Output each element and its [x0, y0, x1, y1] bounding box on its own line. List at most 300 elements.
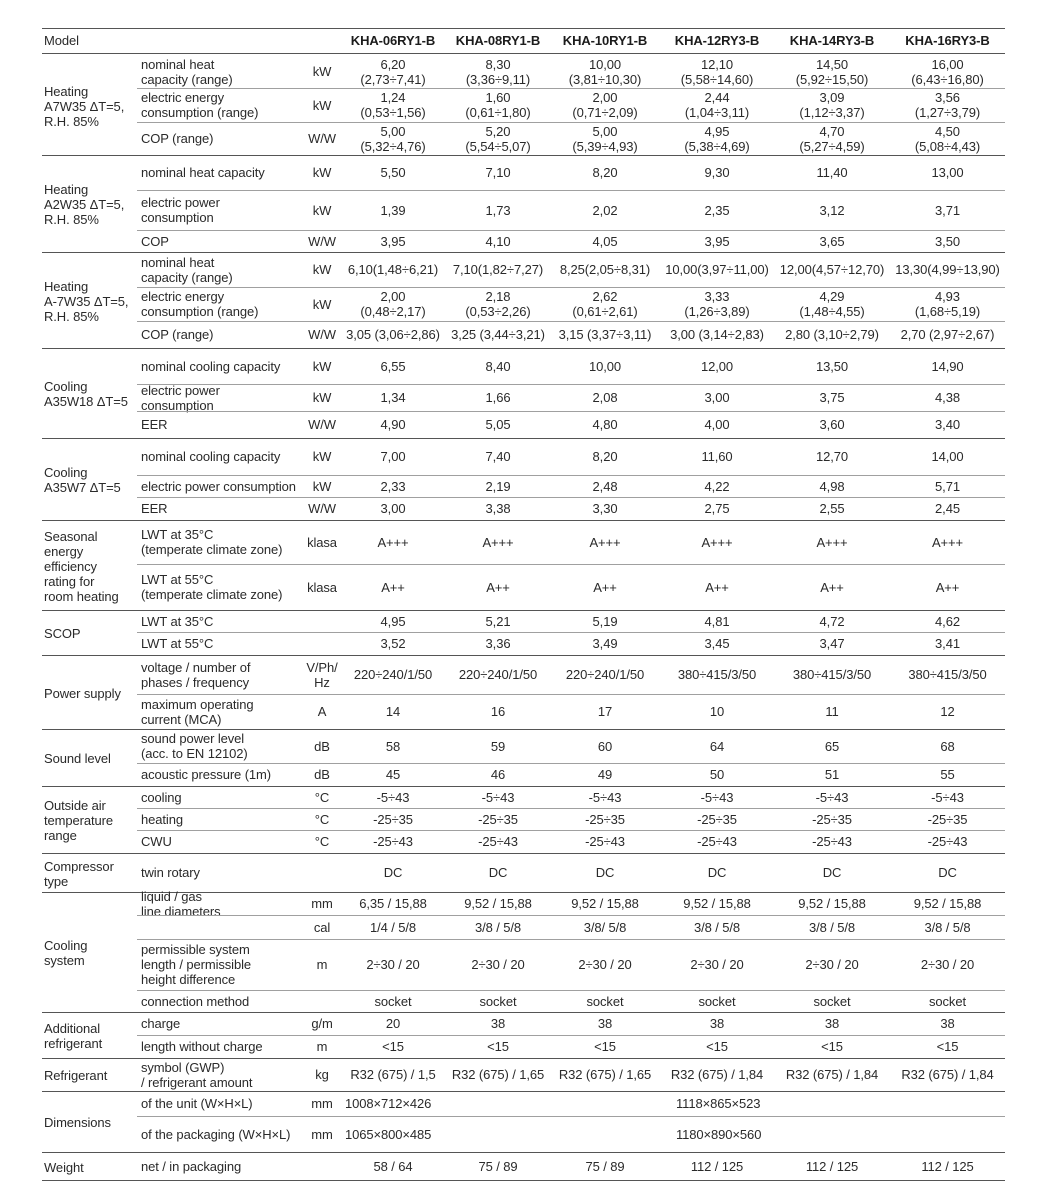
value-cell: 3/8 / 5/8 [474, 919, 522, 935]
value-cell: 46 [490, 767, 506, 782]
group-label: Dimensions [44, 1115, 111, 1130]
value-cell: <15 [706, 1039, 728, 1054]
group-label: Outside air temperature range [44, 798, 113, 843]
value-cell: 38 [490, 1016, 506, 1031]
value-cell: 4,10 [485, 233, 511, 249]
value-cell: DC [595, 865, 615, 880]
param-label: LWT at 35°C [141, 613, 214, 629]
group-label: Heating A-7W35 ΔT=5, R.H. 85% [44, 278, 129, 324]
value-cell: 112 / 125 [805, 1158, 859, 1174]
unit-label: °C [314, 789, 330, 805]
value-cell: 2,80 (3,10÷2,79) [785, 327, 879, 342]
value-cell: 65 [824, 738, 840, 754]
value-cell: 10,00 (3,81÷10,30) [568, 56, 642, 87]
param-label: connection method [141, 993, 250, 1009]
unit-label: °C [314, 834, 330, 849]
unit-label: mm [311, 896, 333, 911]
value-cell: 3,49 [592, 636, 618, 651]
param-label: heating [141, 811, 183, 827]
value-cell: 380÷415/3/50 [792, 667, 872, 682]
value-cell: -25÷43 [927, 834, 968, 849]
value-cell: 3,09 (1,12÷3,37) [799, 90, 865, 120]
param-label: permissible system length / permissible height difference [141, 942, 251, 987]
value-cell: 2,35 [704, 202, 730, 218]
value-cell: 9,52 / 15,88 [913, 896, 982, 911]
param-label: LWT at 55°C [141, 636, 214, 651]
value-cell: <15 [487, 1039, 509, 1054]
value-cell: 3,47 [819, 636, 845, 651]
value-cell: 4,90 [380, 417, 406, 432]
value-cell: A+++ [589, 534, 621, 550]
value-cell: 3,00 (3,14÷2,83) [670, 327, 764, 342]
value-cell: 1,34 [380, 390, 406, 405]
value-cell: 220÷240/1/50 [353, 667, 433, 682]
unit-label: mm [311, 1126, 333, 1142]
value-cell: 14 [385, 704, 401, 719]
unit-label: m [316, 1039, 328, 1054]
value-cell: 2÷30 / 20 [920, 957, 975, 972]
param-label: liquid / gas line diameters [141, 888, 221, 919]
value-cell: 3,95 [380, 233, 406, 249]
value-cell: 51 [824, 767, 840, 782]
param-label: nominal heat capacity (range) [141, 254, 233, 285]
value-cell: 2,02 [592, 202, 618, 218]
value-cell: 14,00 [931, 449, 964, 464]
value-cell: 3,75 [819, 390, 845, 405]
value-cell: 11,60 [701, 449, 733, 464]
value-cell: 12,00(4,57÷12,70) [779, 262, 885, 277]
value-cell: 7,10 [485, 165, 511, 180]
value-cell: 3,71 [935, 202, 960, 218]
unit-label: A [317, 704, 327, 719]
value-cell: R32 (675) / 1,65 [558, 1067, 652, 1082]
value-cell: 64 [709, 738, 725, 754]
value-cell: DC [707, 865, 727, 880]
value-cell: 7,10(1,82÷7,27) [452, 262, 544, 277]
value-cell: 16,00 (6,43÷16,80) [911, 56, 984, 87]
value-cell: -5÷43 [376, 789, 410, 805]
value-cell: 7,00 [380, 449, 406, 464]
value-cell: R32 (675) / 1,65 [451, 1067, 545, 1082]
group-label: Cooling A35W18 ΔT=5 [44, 379, 128, 409]
value-cell: 2÷30 / 20 [471, 957, 525, 972]
unit-label: dB [314, 738, 330, 754]
value-cell: 13,00 [931, 165, 964, 180]
param-label: nominal cooling capacity [141, 449, 281, 464]
value-cell: 10 [709, 704, 725, 719]
value-cell: 4,98 [819, 478, 845, 494]
value-cell: 14,90 [931, 358, 964, 374]
value-cell: 9,30 [704, 165, 730, 180]
value-cell: A+++ [701, 534, 733, 550]
value-cell: 3,25 (3,44÷3,21) [451, 327, 545, 342]
value-cell: 2,19 [485, 478, 511, 494]
group-label: Sound level [44, 751, 111, 766]
group-label: Compressor type [44, 858, 114, 889]
param-label: sound power level (acc. to EN 12102) [141, 731, 248, 761]
param-label: LWT at 35°C (temperate climate zone) [141, 527, 283, 557]
param-label: maximum operating current (MCA) [141, 696, 254, 727]
value-cell: 2,48 [592, 478, 618, 494]
value-cell: 8,25(2,05÷8,31) [559, 262, 651, 277]
group-label: Refrigerant [44, 1068, 108, 1083]
value-cell: -5÷43 [815, 789, 849, 805]
value-cell: 112 / 125 [690, 1158, 744, 1174]
param-label: electric energy consumption (range) [141, 289, 259, 319]
model-name: KHA-14RY3-B [789, 33, 875, 48]
value-cell: socket [586, 993, 624, 1009]
value-cell: 5,00 (5,39÷4,93) [572, 123, 638, 154]
value-cell: 9,52 / 15,88 [464, 896, 532, 911]
value-cell: DC [822, 865, 842, 880]
value-cell: 68 [940, 738, 955, 754]
value-cell: 2,70 (2,97÷2,67) [900, 327, 995, 342]
value-cell: socket [929, 993, 966, 1009]
unit-label: kW [312, 64, 332, 79]
value-cell: -25÷43 [478, 834, 518, 849]
value-cell: 55 [940, 767, 955, 782]
unit-label: W/W [308, 327, 336, 342]
value-cell: 59 [490, 738, 506, 754]
param-label: nominal heat capacity (range) [141, 56, 233, 87]
value-cell: -25÷35 [697, 811, 737, 827]
value-cell: A+++ [931, 534, 964, 550]
value-cell: 13,30(4,99÷13,90) [895, 262, 1000, 277]
value-cell: 75 / 89 [478, 1158, 518, 1174]
value-cell: A++ [486, 579, 510, 595]
param-label: COP (range) [141, 327, 214, 342]
value-cell: -5÷43 [481, 789, 515, 805]
param-label: of the packaging (W×H×L) [141, 1126, 291, 1142]
value-cell: -25÷35 [585, 811, 625, 827]
value-cell: 220÷240/1/50 [565, 667, 645, 682]
value-cell: <15 [821, 1039, 843, 1054]
unit-label: kg [315, 1067, 329, 1082]
value-cell: R32 (675) / 1,84 [785, 1067, 879, 1082]
value-cell: 1,39 [380, 202, 406, 218]
value-cell: DC [488, 865, 508, 880]
unit-label: m [316, 957, 328, 972]
value-cell: 6,10(1,48÷6,21) [347, 262, 439, 277]
value-cell: -5÷43 [700, 789, 734, 805]
value-cell: 49 [597, 767, 613, 782]
value-cell: 5,19 [592, 613, 618, 629]
unit-label: klasa [307, 534, 337, 550]
value-cell: 11 [825, 704, 839, 719]
unit-label: kW [312, 296, 332, 312]
value-cell: R32 (675) / 1,84 [670, 1067, 764, 1082]
value-cell: 5,05 [485, 417, 511, 432]
value-cell: 1,73 [485, 202, 511, 218]
param-label: length without charge [141, 1039, 263, 1054]
value-cell: 5,00 (5,32÷4,76) [360, 123, 426, 154]
value-cell: socket [479, 993, 517, 1009]
value-cell: 3,05 (3,06÷2,86) [346, 327, 440, 342]
value-cell: 3,12 [819, 202, 845, 218]
unit-label: kW [312, 262, 332, 277]
unit-label: W/W [308, 417, 336, 432]
value-cell: R32 (675) / 1,5 [350, 1067, 436, 1082]
value-cell: <15 [936, 1039, 959, 1054]
value-cell: A+++ [816, 534, 848, 550]
param-label: COP [141, 233, 169, 249]
value-cell: socket [374, 993, 412, 1009]
unit-label: kW [312, 97, 332, 113]
value-cell: 9,52 / 15,88 [798, 896, 866, 911]
value-cell: 4,95 [380, 613, 406, 629]
value-cell: DC [383, 865, 403, 880]
value-cell: <15 [594, 1039, 616, 1054]
value-cell: 3,33 (1,26÷3,89) [684, 289, 750, 319]
unit-label: g/m [311, 1016, 333, 1031]
value-cell: 4,29 (1,48÷4,55) [799, 289, 865, 319]
value-cell: 58 [385, 738, 401, 754]
value-cell: -25÷35 [927, 811, 968, 827]
value-cell: 2,45 [935, 501, 960, 516]
model-name: KHA-08RY1-B [455, 33, 541, 48]
value-cell: 2,33 [380, 478, 406, 494]
unit-label: kW [312, 202, 332, 218]
value-cell: 12,70 [815, 449, 849, 464]
value-cell: 38 [940, 1016, 955, 1031]
value-cell: 3/8 / 5/8 [924, 919, 971, 935]
param-label: EER [141, 501, 168, 516]
unit-label: kW [312, 449, 332, 464]
value-cell: <15 [382, 1039, 404, 1054]
value-cell: socket [813, 993, 851, 1009]
param-label: of the unit (W×H×L) [141, 1096, 253, 1111]
value-cell: A+++ [482, 534, 514, 550]
value-cell: 3,00 [704, 390, 730, 405]
value-cell: 12,10 (5,58÷14,60) [680, 56, 754, 87]
group-label: Weight [44, 1159, 84, 1175]
value-cell: 3,41 [935, 636, 960, 651]
unit-label: klasa [307, 579, 337, 595]
value-cell: 1/4 / 5/8 [369, 919, 417, 935]
value-cell: -25÷35 [373, 811, 413, 827]
value-cell: 2÷30 / 20 [578, 957, 632, 972]
value-cell: 4,93 (1,68÷5,19) [914, 289, 981, 319]
model-name: KHA-12RY3-B [674, 33, 760, 48]
value-cell: 3,65 [819, 233, 845, 249]
value-cell: A++ [381, 579, 405, 595]
value-cell: 4,72 [819, 613, 845, 629]
value-cell: 2,00 (0,48÷2,17) [360, 289, 426, 319]
value-cell: 2,08 [592, 390, 618, 405]
header-bottom-rule [42, 53, 1005, 54]
param-label: COP (range) [141, 131, 214, 146]
value-cell: 1118×865×523 [676, 1096, 761, 1111]
value-cell: 2,18 (0,53÷2,26) [465, 289, 531, 319]
group-label: Cooling system [44, 938, 88, 968]
value-cell: 12,00 [700, 358, 734, 374]
value-cell: -25÷43 [585, 834, 625, 849]
param-label: nominal cooling capacity [141, 358, 281, 374]
unit-label: cal [313, 919, 331, 935]
unit-label: kW [312, 165, 332, 180]
value-cell: 3,45 [704, 636, 730, 651]
value-cell: 3,40 [935, 417, 960, 432]
value-cell: 3,00 [380, 501, 406, 516]
param-label: acoustic pressure (1m) [141, 767, 272, 782]
value-cell: 220÷240/1/50 [458, 667, 538, 682]
value-cell: A+++ [377, 534, 409, 550]
value-cell: 3,56 (1,27÷3,79) [914, 90, 981, 120]
value-cell: -25÷43 [697, 834, 737, 849]
group-label: SCOP [44, 626, 81, 641]
value-cell: 4,80 [592, 417, 618, 432]
value-cell: 3/8 / 5/8 [693, 919, 741, 935]
value-cell: 8,20 [592, 165, 618, 180]
group-label: Power supply [44, 685, 121, 701]
value-cell: 4,62 [935, 613, 960, 629]
value-cell: 1,24 (0,53÷1,56) [360, 90, 426, 120]
value-cell: 3/8/ 5/8 [583, 919, 627, 935]
value-cell: 3,30 [592, 501, 618, 516]
value-cell: 38 [597, 1016, 613, 1031]
value-cell: 14,50 (5,92÷15,50) [795, 56, 869, 87]
value-cell: A++ [935, 579, 960, 595]
value-cell: 38 [709, 1016, 725, 1031]
value-cell: -5÷43 [931, 789, 964, 805]
param-label: CWU [141, 834, 172, 849]
value-cell: 4,22 [704, 478, 730, 494]
value-cell: 17 [597, 704, 613, 719]
group-label: Heating A2W35 ΔT=5, R.H. 85% [44, 182, 125, 227]
group-label: Seasonal energy efficiency rating for room heating [44, 528, 119, 604]
model-label: Model [44, 33, 79, 48]
param-label: electric power consumption [141, 195, 220, 225]
value-cell: 9,52 / 15,88 [571, 896, 639, 911]
value-cell: 4,70 (5,27÷4,59) [799, 123, 865, 154]
group-label: Heating A7W35 ΔT=5, R.H. 85% [44, 83, 125, 129]
value-cell: -25÷35 [812, 811, 852, 827]
unit-label: kW [312, 478, 332, 494]
value-cell: 11,40 [816, 165, 848, 180]
value-cell: 2÷30 / 20 [690, 957, 744, 972]
value-cell: 4,05 [592, 233, 618, 249]
value-cell: 8,20 [592, 449, 618, 464]
value-cell: socket [698, 993, 736, 1009]
value-cell: 1,66 [485, 390, 511, 405]
value-cell: 7,40 [485, 449, 511, 464]
value-cell: 2÷30 / 20 [366, 957, 420, 972]
unit-label: W/W [308, 501, 336, 516]
value-cell: 13,50 [815, 358, 849, 374]
value-cell: 10,00(3,97÷11,00) [665, 262, 769, 277]
value-cell: 3,60 [819, 417, 845, 432]
model-name: KHA-06RY1-B [350, 33, 436, 48]
value-cell: 4,81 [704, 613, 730, 629]
value-cell: 38 [824, 1016, 840, 1031]
value-cell: 4,00 [704, 417, 730, 432]
unit-label: mm [311, 1096, 333, 1111]
value-cell: 1008×712×426 [345, 1096, 432, 1111]
value-cell: 16 [490, 704, 506, 719]
value-cell: 380÷415/3/50 [908, 667, 987, 682]
value-cell: -25÷35 [478, 811, 518, 827]
value-cell: 50 [709, 767, 725, 782]
unit-label: kW [312, 390, 332, 405]
value-cell: 1180×890×560 [676, 1126, 762, 1142]
unit-label: V/Ph/ Hz [306, 659, 338, 690]
param-label: electric power consumption [141, 382, 220, 413]
value-cell: 112 / 125 [921, 1158, 974, 1174]
value-cell: A++ [705, 579, 729, 595]
value-cell: 8,40 [485, 358, 511, 374]
group-label: Additional refrigerant [44, 1021, 103, 1051]
value-cell: 20 [385, 1016, 401, 1031]
value-cell: 1,60 (0,61÷1,80) [465, 90, 531, 120]
value-cell: 1065×800×485 [345, 1126, 432, 1142]
param-label: symbol (GWP) / refrigerant amount [141, 1059, 253, 1090]
value-cell: 45 [385, 767, 401, 782]
value-cell: 58 / 64 [373, 1158, 413, 1174]
group-label: Cooling A35W7 ΔT=5 [44, 465, 121, 495]
unit-label: W/W [308, 131, 336, 146]
model-name: KHA-16RY3-B [905, 33, 990, 48]
unit-label: dB [314, 767, 330, 782]
value-cell: 6,20 (2,73÷7,41) [360, 56, 426, 87]
value-cell: 380÷415/3/50 [677, 667, 757, 682]
value-cell: 5,50 [380, 165, 406, 180]
unit-label: °C [314, 811, 330, 827]
value-cell: 5,20 (5,54÷5,07) [465, 123, 531, 154]
unit-label: W/W [308, 233, 336, 249]
value-cell: 8,30 (3,36÷9,11) [465, 56, 531, 87]
value-cell: 2÷30 / 20 [805, 957, 859, 972]
model-name: KHA-10RY1-B [562, 33, 648, 48]
value-cell: 2,75 [704, 501, 730, 516]
value-cell: R32 (675) / 1,84 [901, 1067, 994, 1082]
param-label: nominal heat capacity [141, 165, 265, 180]
value-cell: 2,00 (0,71÷2,09) [572, 90, 638, 120]
value-cell: 3,50 [935, 233, 960, 249]
value-cell: 60 [597, 738, 613, 754]
value-cell: -25÷43 [373, 834, 413, 849]
value-cell: 2,55 [819, 501, 845, 516]
value-cell: 2,44 (1,04÷3,11) [684, 90, 750, 120]
param-label: net / in packaging [141, 1158, 242, 1174]
unit-label: kW [312, 358, 332, 374]
value-cell: 5,71 [935, 478, 960, 494]
value-cell: 9,52 / 15,88 [683, 896, 751, 911]
value-cell: 4,38 [935, 390, 960, 405]
value-cell: 3,15 (3,37÷3,11) [558, 327, 652, 342]
param-label [141, 915, 302, 939]
value-cell: 3,52 [380, 636, 406, 651]
value-cell: 2,62 (0,61÷2,61) [572, 289, 638, 319]
value-cell: DC [938, 865, 957, 880]
value-cell: -5÷43 [588, 789, 622, 805]
value-cell: 12 [940, 704, 955, 719]
value-cell: -25÷43 [812, 834, 852, 849]
value-cell: 3,95 [704, 233, 730, 249]
value-cell: 4,50 (5,08÷4,43) [914, 123, 981, 154]
param-label: twin rotary [141, 865, 200, 880]
param-label: charge [141, 1016, 181, 1031]
group-rule [42, 1180, 1005, 1181]
value-cell: 6,35 / 15,88 [359, 896, 427, 911]
param-label: voltage / number of phases / frequency [141, 659, 251, 690]
value-cell: 3,36 [485, 636, 511, 651]
param-label: cooling [141, 789, 182, 805]
value-cell: 3/8 / 5/8 [808, 919, 856, 935]
value-cell: 10,00 [588, 358, 622, 374]
value-cell: 6,55 [380, 358, 406, 374]
param-label: electric power consumption [141, 478, 296, 494]
param-label: electric energy consumption (range) [141, 90, 259, 120]
